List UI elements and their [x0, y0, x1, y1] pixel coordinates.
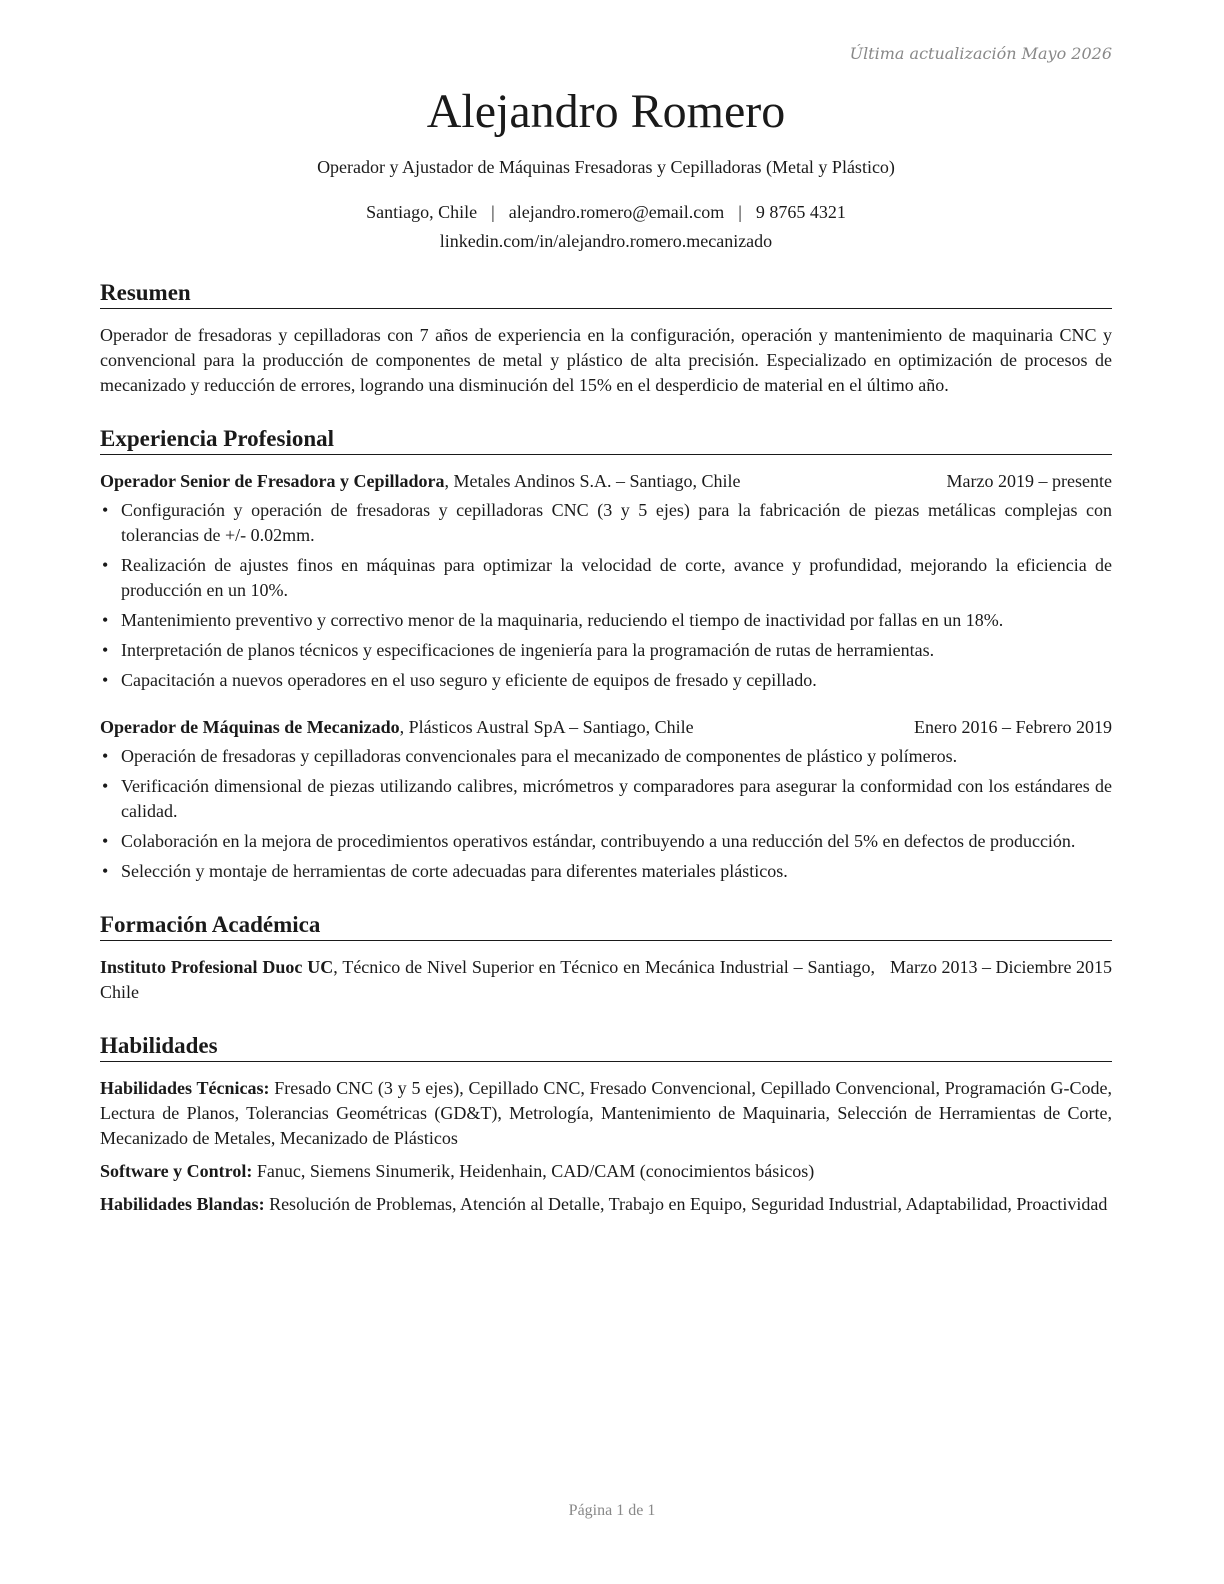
- skill-text: Resolución de Problemas, Atención al Detalle, Trabajo en Equipo, Seguridad Industrial, Adaptabilidad, Proactividad: [264, 1193, 1108, 1214]
- skill-label: Habilidades Técnicas:: [100, 1077, 270, 1098]
- section-title-summary: Resumen: [100, 280, 1112, 309]
- job-title-company: [100, 715, 694, 740]
- location: Santiago, Chile: [366, 201, 478, 222]
- last-updated: Última actualización Mayo 2026: [849, 44, 1112, 63]
- list-item: • Mantenimiento preventivo y correctivo menor de la maquinaria, reduciendo el tiempo de inactividad por fallas en un 18%.: [100, 608, 1112, 633]
- job-header: [100, 469, 1112, 494]
- list-item: • Colaboración en la mejora de procedimientos operativos estándar, contribuyendo a una reducción del 5% en defectos de producción.: [100, 829, 1112, 854]
- contact-line: [100, 202, 1112, 223]
- phone: 9 8765 4321: [755, 201, 846, 222]
- email-link[interactable]: alejandro.romero@email.com: [508, 201, 725, 222]
- job-title-company: [100, 469, 741, 494]
- job-bullets: [100, 498, 1112, 693]
- skill-group-software: [100, 1159, 1112, 1184]
- linkedin-link[interactable]: linkedin.com/in/alejandro.romero.mecanizado: [439, 230, 773, 251]
- list-item: • Verificación dimensional de piezas utilizando calibres, micrómetros y comparadores para asegurar la conformidad con los estándares de calidad.: [100, 774, 1112, 824]
- skill-group-technical: [100, 1076, 1112, 1151]
- job-entry: [100, 715, 1112, 884]
- skill-text: Fresado CNC (3 y 5 ejes), Cepillado CNC, Fresado Convencional, Cepillado Convencional, Programación G-Code, Lectura de Planos, Tolerancias Geométricas (GD&T), Metrología, Mantenimiento de Maquinaria, Selección de Herramientas de Corte, Mecanizado de Metales, Mecanizado de Plásticos: [100, 1077, 1112, 1148]
- education-dates: Marzo 2013 – Diciembre 2015: [890, 956, 1112, 977]
- education-entry: [100, 955, 1112, 1005]
- job-bullets: [100, 744, 1112, 884]
- list-item: • Selección y montaje de herramientas de corte adecuadas para diferentes materiales plásticos.: [100, 859, 1112, 884]
- page-number: Página 1 de 1: [568, 1502, 656, 1519]
- job-dates: Marzo 2019 – presente: [946, 470, 1112, 491]
- skill-label: Habilidades Blandas:: [100, 1193, 265, 1214]
- separator: |: [491, 201, 495, 222]
- list-item: • Configuración y operación de fresadoras y cepilladoras CNC (3 y 5 ejes) para la fabricación de piezas metálicas complejas con tolerancias de +/- 0.02mm.: [100, 498, 1112, 548]
- skill-label: Software y Control:: [100, 1160, 253, 1181]
- skills-list: [100, 1076, 1112, 1217]
- section-title-education: Formación Académica: [100, 912, 1112, 941]
- resume-page: [100, 44, 1112, 1217]
- summary-text: Operador de fresadoras y cepilladoras con 7 años de experiencia en la configuración, operación y mantenimiento de maquinaria CNC y convencional para la producción de componentes de metal y plástico de alta precisión. Especializado en optimización de procesos de mecanizado y reducción de errores, logrando una disminución del 15% en el desperdicio de material en el último año.: [100, 324, 1112, 395]
- candidate-role: Operador y Ajustador de Máquinas Fresadoras y Cepilladoras (Metal y Plástico): [317, 156, 895, 177]
- section-title-experience: Experiencia Profesional: [100, 426, 1112, 455]
- list-item: • Capacitación a nuevos operadores en el uso seguro y eficiente de equipos de fresado y cepillado.: [100, 668, 1112, 693]
- job-position: Operador de Máquinas de Mecanizado: [100, 716, 400, 737]
- candidate-name: Alejandro Romero: [426, 85, 786, 138]
- job-position: Operador Senior de Fresadora y Cepilladora: [100, 470, 445, 491]
- job-dates: Enero 2016 – Febrero 2019: [914, 716, 1112, 737]
- skill-group-soft: [100, 1192, 1112, 1217]
- education-institution: Instituto Profesional Duoc UC: [100, 956, 334, 977]
- education-degree: , Técnico de Nivel Superior en Técnico en Mecánica Industrial – Santiago, Chile: [100, 956, 875, 1002]
- list-item: • Interpretación de planos técnicos y especificaciones de ingeniería para la programación de rutas de herramientas.: [100, 638, 1112, 663]
- job-header: [100, 715, 1112, 740]
- section-title-skills: Habilidades: [100, 1033, 1112, 1062]
- job-company: , Metales Andinos S.A. – Santiago, Chile: [444, 470, 741, 491]
- list-item: • Operación de fresadoras y cepilladoras convencionales para el mecanizado de componentes de plástico y polímeros.: [100, 744, 1112, 769]
- education-details: [100, 955, 875, 1005]
- list-item: • Realización de ajustes finos en máquinas para optimizar la velocidad de corte, avance y profundidad, mejorando la eficiencia de producción en un 10%.: [100, 553, 1112, 603]
- job-company: , Plásticos Austral SpA – Santiago, Chile: [399, 716, 694, 737]
- separator: |: [738, 201, 742, 222]
- job-entry: [100, 469, 1112, 693]
- skill-text: Fanuc, Siemens Sinumerik, Heidenhain, CAD/CAM (conocimientos básicos): [252, 1160, 815, 1181]
